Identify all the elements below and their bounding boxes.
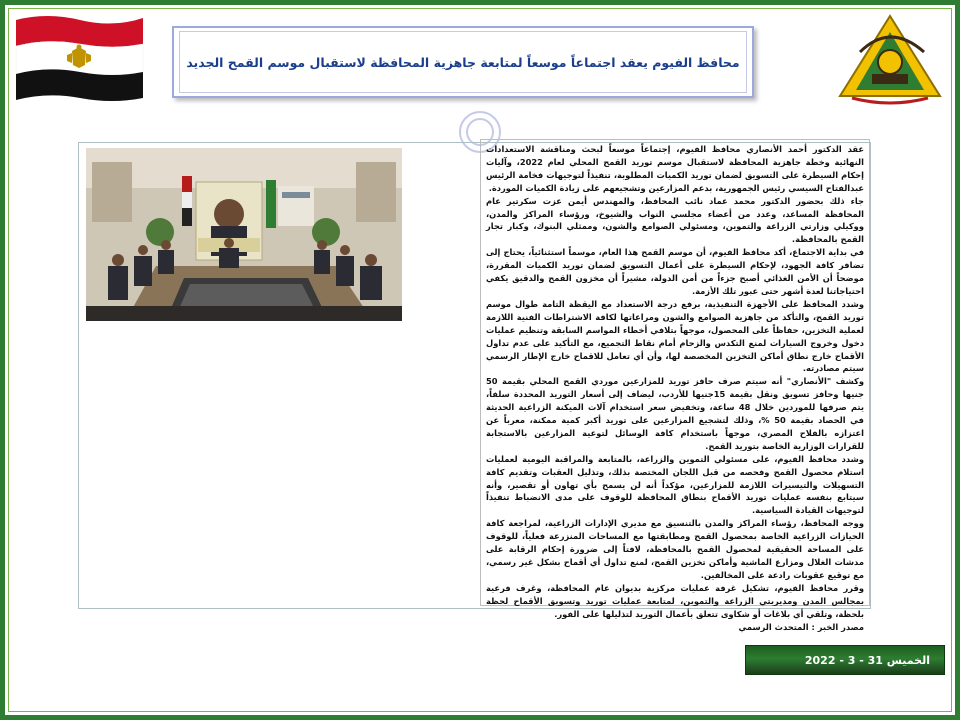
article-paragraph: وشدد المحافظ على الأجهزة التنفيذية، برفع درجة الاستعداد مع اليقظة التامة طوال موسم توريد القمح، والتأكد من جاهزية الصوامع والشون ومراعاتها لكافة الاشتراطات الفنية اللازمة لعملية التخزين، حفاظاً على المحصول، موجهاً بتلافي أخطاء المواسم السابقة وتنظيم عمليات دخول وخروج السيارات لمنع التكدس والزحام أمام نقاط التجميع، مع التأكيد على عدم تداول الأقماح خارج نطاق أماكن التخزين المخصصة لها، وأن أي تعامل للاقماح خارج الإطار الرسمي سيتم مصادرته.	[486, 298, 864, 374]
article-paragraph: وقرر محافظ الفيوم، تشكيل غرفة عمليات مركزية بديوان عام المحافظة، وغرف فرعية بمجالس المدن ومديريتي الزراعة والتموين، لمتابعة عمليات توريد وتسويق الأقماح لحظة بلحظة، وتلقي أي بلاغات أو شكاوى تتعلق بأعمال التوريد لتذليلها على الفور.	[486, 582, 864, 619]
headline-frame	[172, 26, 754, 98]
page-title: محافظ الفيوم يعقد اجتماعاً موسعاً لمتابعة جاهزية المحافظة لاستقبال موسم القمح الجديد	[186, 54, 740, 70]
fayoum-governorate-logo	[832, 12, 948, 108]
date-bar	[745, 645, 945, 675]
publish-date: الخميس 31 - 3 - 2022	[804, 653, 930, 667]
egypt-flag-icon	[12, 10, 147, 102]
news-source: مصدر الخبر : المتحدث الرسمي	[738, 621, 864, 632]
meeting-photo	[86, 148, 402, 321]
article-paragraph: في بداية الاجتماع، أكد محافظ الفيوم، أن موسم القمح هذا العام، موسماً استثنائياً، يحتاج إلى تضافر كافة الجهود، لإحكام السيطرة على أعمال التسويق لضمان توريد الكميات المقررة، موضحاً أن الأمن الغذائي أصبح جزءاً من أمن الدولة، مشيراً أن مخزون القمح والدقيق يكفي احتياجاتنا لعدة أشهر حتى عبور تلك الأزمة.	[486, 247, 864, 296]
article-paragraph: عقد الدكتور أحمد الأنصاري محافظ الفيوم، إجتماعاً موسعاً لبحث ومناقشة الاستعدادات النهائية وخطة جاهزية المحافظة لاستقبال موسم توريد القمح المحلي لعام 2022، وآليات إحكام السيطرة على التسويق لضمان توريد الكميات المطلوبة، تنفيذاً لتوجيهات فخامة الرئيس عبدالفتاح السيسي رئيس الجمهورية، بدعم المزارعين وتشجيعهم على زيادة الكميات الموردة.	[486, 144, 864, 193]
article-paragraph: جاء ذلك بحضور الدكتور محمد عماد نائب المحافظ، والمهندس أيمن عزت سكرتير عام المحافظة المساعد، وعدد من أعضاء مجلسي النواب والشيوخ، ورؤساء المراكز والمدن، ووكيلي وزارتي الزراعة والتموين، ومسئولي الصوامع والشون، وممثلي البنوك، وكبار تجار القمح بالمحافظة.	[486, 195, 864, 245]
article-paragraph: وكشف "الأنصاري" أنه سيتم صرف حافز توريد للمزارعين موردي القمح المحلي بقيمة 50 جنيها وحافز تسويق ونقل بقيمة 15جنيها للأردب، ليضاف إلى أسعار التوريد المحددة سلفاً، يتم صرفها للموردين خلال 48 ساعة، وتخفيض سعر استخدام آلات الميكنة الزراعية الحديثة في الحصاد بقيمة 50 %، وذلك لتشجيع المزارعين على توريد أكبر كمية ممكنة، معرباً عن اعتزازه بالفلاح المصري، موجهاً باستخدام كافة الوسائل لتوعية المزارعين بالاستجابة للقرارات الوزارية الخاصة بتوريد القمح.	[486, 376, 864, 451]
article-paragraph: ووجه المحافظ، رؤساء المراكز والمدن بالتنسيق مع مديري الإدارات الزراعية، لمراجعة كافة الحيازات الزراعية الخاصة بمحصول القمح ومطابقتها مع المساحات المنزرعة فعلياً، للوقوف على المساحة الحقيقية لمحصول القمح بالمحافظة، لافتاً إلى ضرورة إحكام الرقابة على مدشات الغلال ومزارع الماشية وأماكن تخزين القمح، لمنع تداول أي أقماح بشكل غير رسمي، مع توقيع عقوبات رادعة على المخالفين.	[486, 518, 864, 580]
headline-inner-frame	[179, 31, 747, 93]
article-paragraph: وشدد محافظ الفيوم، على مسئولي التموين والزراعة، بالمتابعة والمراقبة اليومية لعمليات استلام محصول القمح وفحصه من قبل اللجان المختصة بذلك، وتذليل العقبات وتقديم كافة التسهيلات والتيسيرات اللازمة للمزارعين، مؤكداً أنه لن يسمح بأي تهاون أو تقصير، وأنه سيتابع بنفسه عمليات توريد الأقماح بنطاق المحافظة للوقوف على مدى الانضباط تنفيذاً لتوجيهات القيادة السياسية.	[486, 453, 864, 516]
article-body	[480, 139, 870, 632]
